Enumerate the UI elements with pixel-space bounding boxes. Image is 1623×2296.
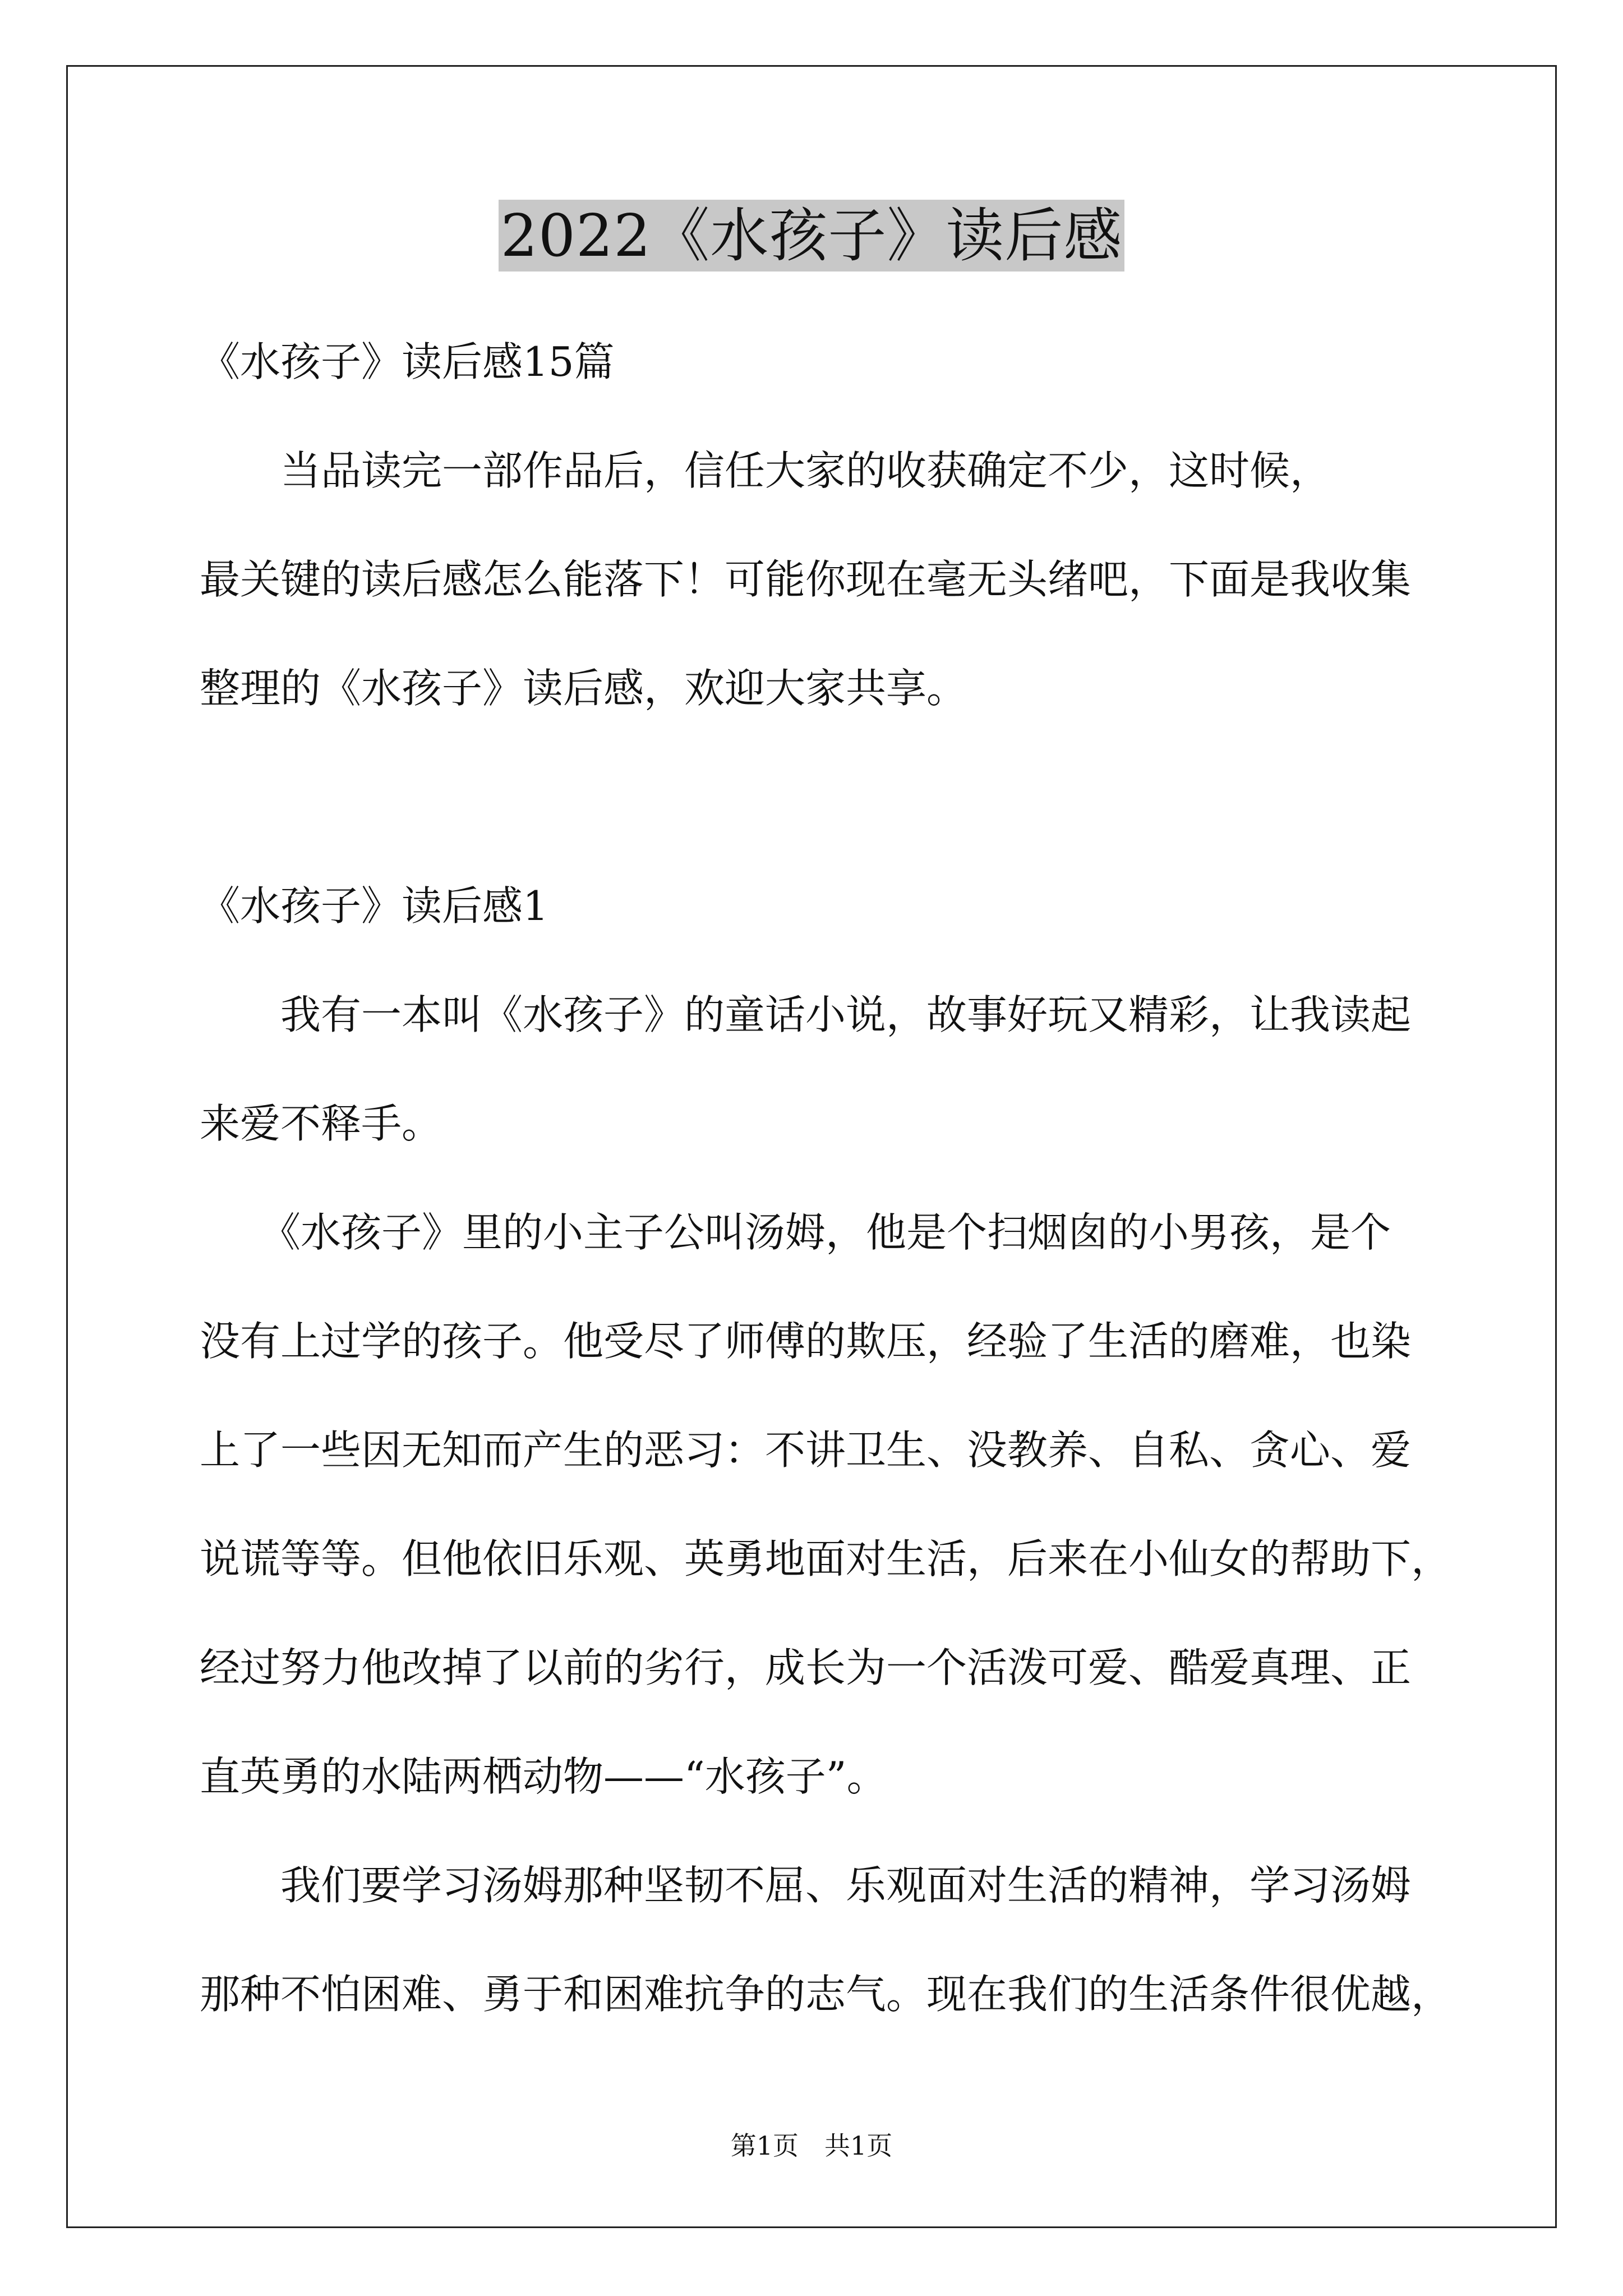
body-line: 来爱不释手。 [200, 1100, 442, 1147]
body-line: 我有一本叫《水孩子》的童话小说，故事好玩又精彩，让我读起 [200, 991, 1412, 1038]
body-line: 上了一些因无知而产生的恶习：不讲卫生、没教养、自私、贪心、爱 [200, 1427, 1412, 1474]
intro-line: 最关键的读后感怎么能落下！可能你现在毫无头绪吧，下面是我收集 [200, 556, 1412, 603]
section-heading: 《水孩子》读后感1 [200, 882, 548, 930]
spacer [200, 743, 1433, 852]
body-line: 我们要学习汤姆那种坚韧不屈、乐观面对生活的精神，学习汤姆 [200, 1862, 1412, 1909]
body-line: 直英勇的水陆两栖动物——“水孩子”。 [200, 1753, 887, 1800]
intro-line: 当品读完一部作品后，信任大家的收获确定不少，这时候， [200, 447, 1331, 494]
document-body [200, 307, 1452, 2049]
body-line: 那种不怕困难、勇于和困难抗争的志气。现在我们的生活条件很优越， [200, 1971, 1452, 2018]
body-line: 没有上过学的孩子。他受尽了师傅的欺压，经验了生活的磨难，也染 [200, 1318, 1412, 1365]
title-container [0, 200, 1623, 272]
page-footer [0, 2129, 1623, 2162]
document-title: 2022《水孩子》读后感 [499, 200, 1125, 272]
page-number: 第1页 共1页 [730, 2131, 893, 2161]
body-line: 《水孩子》里的小主子公叫汤姆，他是个扫烟囱的小男孩，是个 [200, 1209, 1391, 1256]
subtitle: 《水孩子》读后感15篇 [200, 338, 615, 385]
body-line: 经过努力他改掉了以前的劣行，成长为一个活泼可爱、酷爱真理、正 [200, 1644, 1412, 1691]
body-line: 说谎等等。但他依旧乐观、英勇地面对生活，后来在小仙女的帮助下， [200, 1535, 1452, 1582]
intro-line: 整理的《水孩子》读后感，欢迎大家共享。 [200, 665, 967, 712]
